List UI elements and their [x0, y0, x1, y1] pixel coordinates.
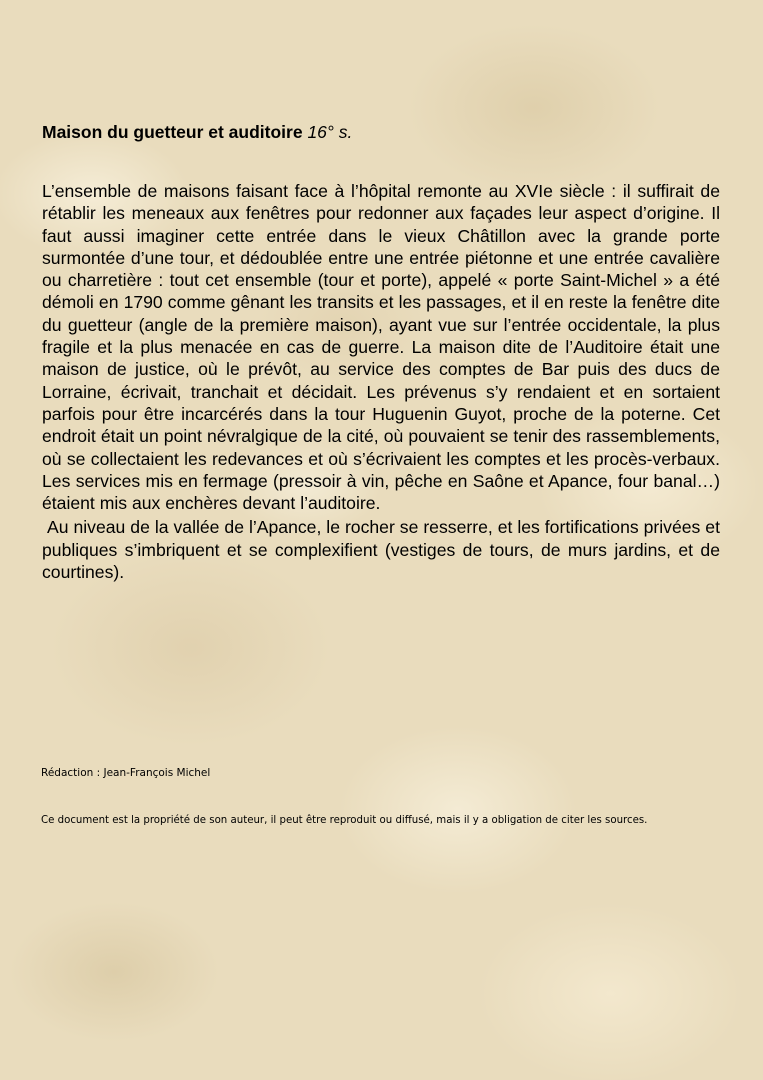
page-title [42, 122, 352, 143]
title-text: Maison du guetteur et auditoire [42, 122, 303, 142]
paragraph-2: Au niveau de la vallée de l’Apance, le rocher se resserre, et les fortifications privées et publiques s’imbriquent et se complexifient (vestiges de tours, de murs jardins, et de courtines). [42, 517, 720, 583]
title-period: 16° s. [307, 122, 353, 142]
copyright-notice: Ce document est la propriété de son auteur, il peut être reproduit ou diffusé, mais il y a obligation de citer les sources. [41, 815, 648, 826]
author-credit: Rédaction : Jean-François Michel [41, 767, 211, 779]
paragraph-1: L’ensemble de maisons faisant face à l’hôpital remonte au XVIe siècle : il suffirait de rétablir les meneaux aux fenêtres pour redonner aux façades leur aspect d’origine. Il faut aussi imaginer cette entrée dans le vieux Châtillon avec la grande porte surmontée d’une tour, et dédoublée entre une entrée piétonne et une entrée cavalière ou charretière : tout cet ensemble (tour et porte), appelé « porte Saint-Michel » a été démoli en 1790 comme gênant les transits et les passages, et il en reste la fenêtre dite du guetteur (angle de la première maison), ayant vue sur l’entrée occidentale, la plus fragile et la plus menacée en cas de guerre. La maison dite de l’Auditoire était une maison de justice, où le prévôt, au service des comptes de Bar puis des ducs de Lorraine, écrivait, tranchait et décidait. Les prévenus s’y rendaient et en sortaient parfois pour être incarcérés dans la tour Huguenin Guyot, proche de la poterne. Cet endroit était un point névralgique de la cité, où pouvaient se tenir des rassemblements, où se collectaient les redevances et où s’écrivaient les comptes et les procès-verbaux. Les services mis en fermage (pressoir à vin, pêche en Saône et Apance, four banal…) étaient mis aux enchères devant l’auditoire. [42, 181, 720, 514]
article-body [42, 180, 720, 583]
